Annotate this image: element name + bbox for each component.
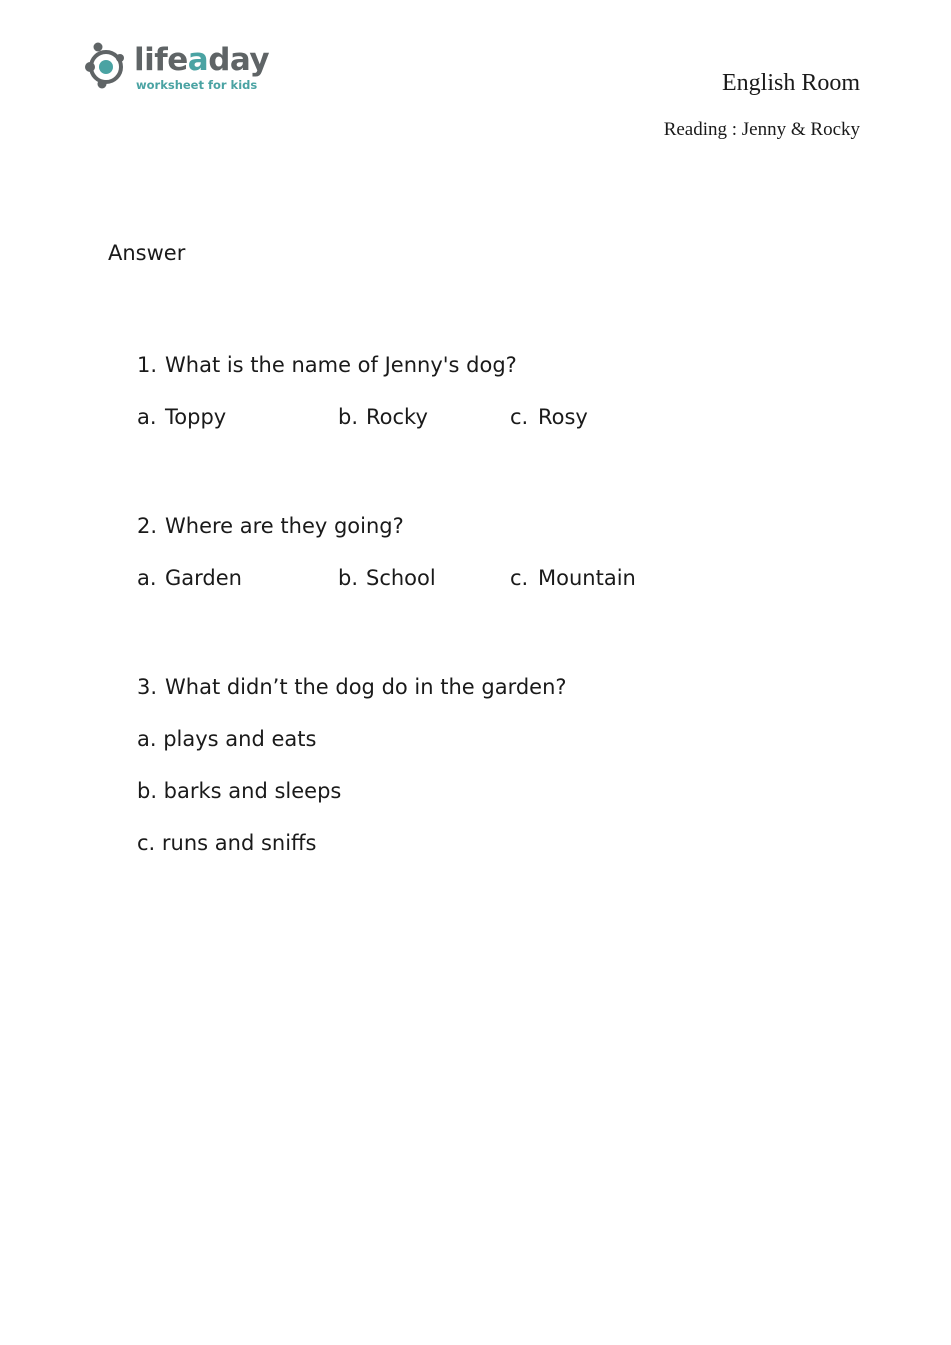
option-text: Mountain (538, 566, 636, 590)
header-subtitle: Reading : Jenny & Rocky (663, 119, 860, 140)
question-text: What didn’t the dog do in the garden? (165, 675, 567, 699)
q2-option-c (510, 565, 636, 591)
question-1 (137, 352, 517, 378)
header-title: English Room (721, 70, 860, 96)
option-text: Rocky (366, 405, 428, 429)
q3-option-b: b. barks and sleeps (137, 779, 342, 803)
q3-option-a: a. plays and eats (137, 727, 317, 751)
q3-option-c: c. runs and sniffs (137, 831, 317, 855)
question-number: 3. (137, 675, 158, 699)
option-text: School (366, 566, 436, 590)
option-letter: a. (137, 566, 157, 590)
question-number: 2. (137, 514, 158, 538)
q1-option-c (510, 404, 588, 430)
q1-option-a (137, 404, 226, 430)
q2-option-a (137, 565, 242, 591)
option-letter: b. (338, 405, 359, 429)
question-3 (137, 674, 567, 700)
option-letter: c. (510, 405, 529, 429)
question-number: 1. (137, 353, 158, 377)
lifeaday-logo (82, 40, 282, 96)
question-2 (137, 513, 404, 539)
option-text: Garden (165, 566, 242, 590)
option-letter: a. (137, 405, 157, 429)
option-letter: b. (338, 566, 359, 590)
q1-option-b (338, 404, 428, 430)
question-text: Where are they going? (165, 514, 404, 538)
logo-tagline: worksheet for kids (136, 78, 258, 92)
question-text: What is the name of Jenny's dog? (165, 353, 517, 377)
logo-molecule-icon (82, 40, 134, 92)
q2-option-b (338, 565, 436, 591)
option-text: Rosy (538, 405, 588, 429)
logo-wordmark: lifeaday (134, 42, 270, 78)
section-label-answer: Answer (108, 241, 186, 265)
option-letter: c. (510, 566, 529, 590)
option-text: Toppy (165, 405, 227, 429)
